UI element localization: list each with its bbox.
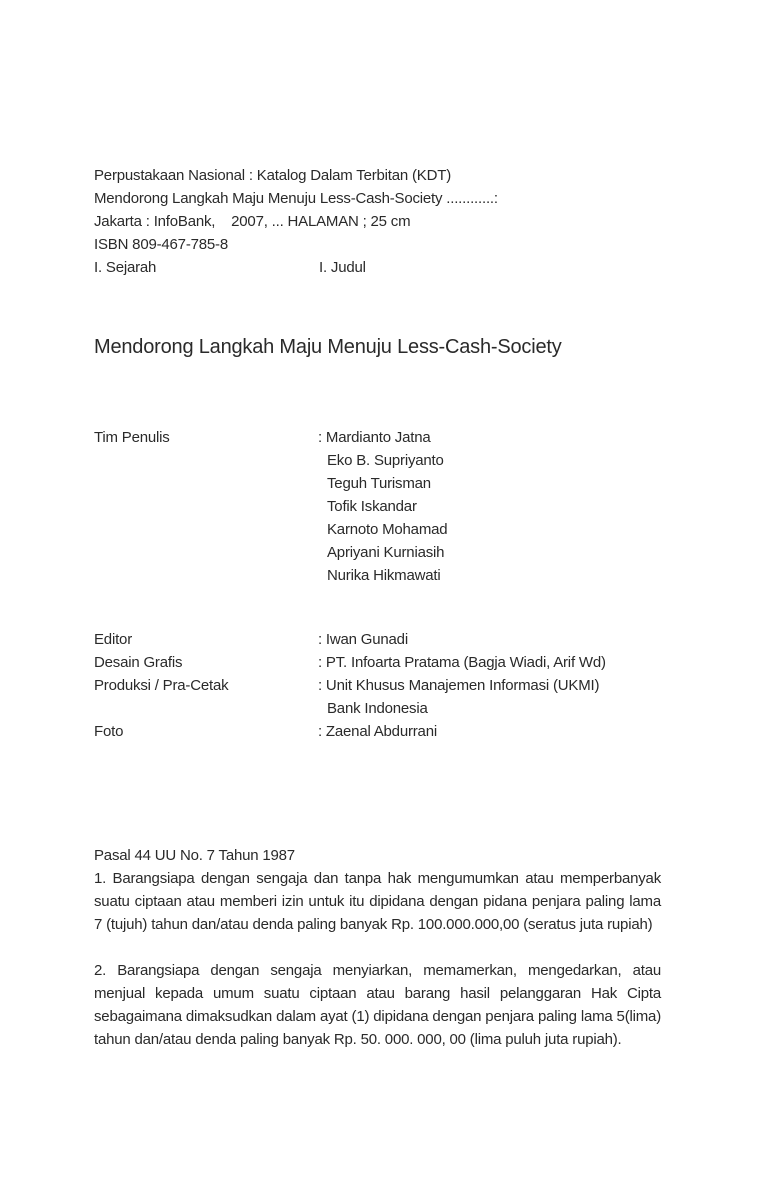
kdt-line-1: Perpustakaan Nasional : Katalog Dalam Terbitan (KDT): [94, 167, 452, 184]
production-row: [94, 674, 674, 697]
kdt-block: [94, 164, 654, 279]
team-row: [94, 564, 674, 587]
editor-label: Editor: [94, 631, 132, 648]
team-row: [94, 518, 674, 541]
team-member: Teguh Turisman: [327, 475, 431, 492]
team-member: Apriyani Kurniasih: [327, 544, 445, 561]
team-block: [94, 426, 674, 587]
design-label: Desain Grafis: [94, 654, 183, 671]
team-member: Tofik Iskandar: [327, 498, 417, 515]
kdt-subject-1: I. Sejarah: [94, 259, 157, 276]
legal-paragraph-2: 2. Barangsiapa dengan sengaja menyiarkan, memamerkan, mengedarkan, atau menjual kepada umum suatu ciptaan atau barang hasil pelanggaran Hak Cipta sebagaimana dimaksudkan dalam ayat (1) dipidana dengan penjara paling lama 5(lima) tahun dan/atau denda paling banyak Rp. 50. 000. 000, 00 (lima puluh juta rupiah).: [94, 962, 661, 1048]
team-member: Eko B. Supriyanto: [327, 452, 444, 469]
team-label: Tim Penulis: [94, 429, 170, 446]
credits-block: [94, 628, 674, 743]
team-member: Karnoto Mohamad: [327, 521, 448, 538]
design-value: : PT. Infoarta Pratama (Bagja Wiadi, Arif Wd): [318, 654, 606, 671]
book-title: Mendorong Langkah Maju Menuju Less-Cash-Society: [94, 336, 562, 358]
team-member: : Mardianto Jatna: [318, 429, 431, 446]
production-label: Produksi / Pra-Cetak: [94, 677, 229, 694]
team-member: Nurika Hikmawati: [327, 567, 441, 584]
photo-label: Foto: [94, 723, 124, 740]
legal-heading: Pasal 44 UU No. 7 Tahun 1987: [94, 847, 295, 864]
kdt-line-2: Mendorong Langkah Maju Menuju Less-Cash-Society ............:: [94, 190, 498, 207]
editor-row: [94, 628, 674, 651]
photo-value: : Zaenal Abdurrani: [318, 723, 437, 740]
production-value-2: Bank Indonesia: [327, 700, 428, 717]
editor-value: : Iwan Gunadi: [318, 631, 408, 648]
design-row: [94, 651, 674, 674]
production-row-2: [94, 697, 674, 720]
kdt-isbn: ISBN 809-467-785-8: [94, 236, 228, 253]
legal-notice: [94, 844, 661, 1051]
photo-row: [94, 720, 674, 743]
production-value: : Unit Khusus Manajemen Informasi (UKMI): [318, 677, 600, 694]
team-row: [94, 541, 674, 564]
team-row: [94, 472, 674, 495]
team-row: [94, 449, 674, 472]
kdt-subjects: [94, 256, 654, 279]
team-row: [94, 495, 674, 518]
kdt-subject-2: I. Judul: [319, 259, 366, 276]
legal-paragraph-1: 1. Barangsiapa dengan sengaja dan tanpa hak mengumumkan atau memperbanyak suatu ciptaan atau memberi izin untuk itu dipidana dengan pidana penjara paling lama 7 (tujuh) tahun dan/atau denda paling banyak Rp. 100.000.000,00 (seratus juta rupiah): [94, 870, 661, 933]
kdt-line-3: Jakarta : InfoBank, 2007, ... HALAMAN ; 25 cm: [94, 213, 411, 230]
team-row: [94, 426, 674, 449]
